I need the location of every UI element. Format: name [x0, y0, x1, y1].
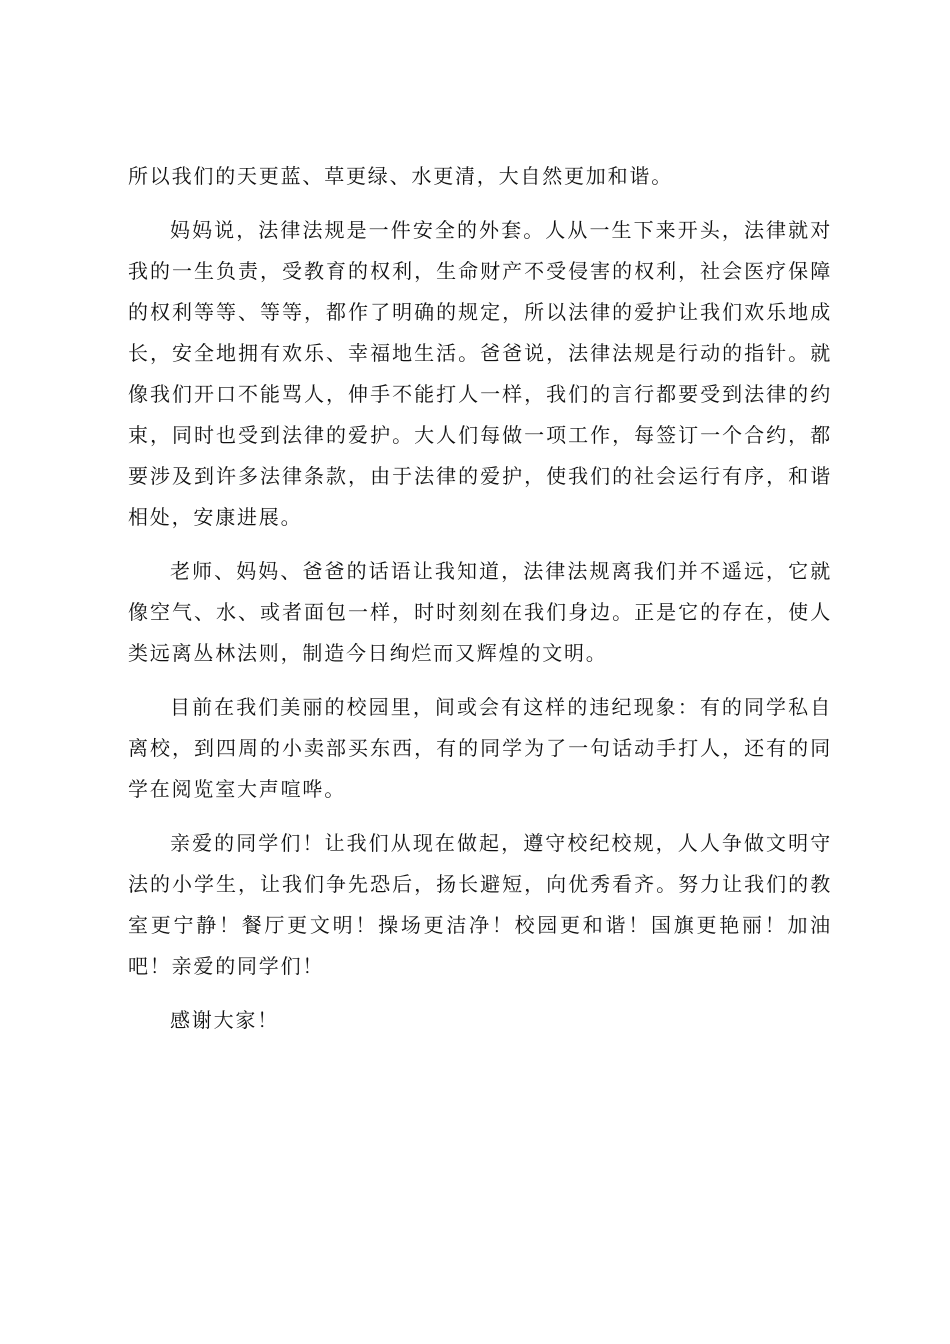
paragraph-campus-violations: 目前在我们美丽的校园里，间或会有这样的违纪现象：有的同学私自离校，到四周的小卖部买东西，有的同学为了一句话动手打人，还有的同学在阅览室大声喧哗。	[128, 695, 832, 801]
paragraph-law-nearby: 老师、妈妈、爸爸的话语让我知道，法律法规离我们并不遥远，它就像空气、水、或者面包一样，时时刻刻在我们身边。正是它的存在，使人类远离丛林法则，制造今日绚烂而又辉煌的文明。	[128, 559, 832, 665]
paragraph-continuation: 所以我们的天更蓝、草更绿、水更清，大自然更加和谐。	[128, 164, 673, 188]
paragraph-thanks: 感谢大家！	[170, 1008, 279, 1032]
document-body	[128, 156, 832, 1054]
paragraph-mother-father: 妈妈说，法律法规是一件安全的外套。人从一生下来开头，法律就对我的一生负责，受教育的权利，生命财产不受侵害的权利，社会医疗保障的权利等等、等等，都作了明确的规定，所以法律的爱护让我们欢乐地成长，安全地拥有欢乐、幸福地生活。爸爸说，法律法规是行动的指针。就像我们开口不能骂人，伸手不能打人一样，我们的言行都要受到法律的约束，同时也受到法律的爱护。大人们每做一项工作，每签订一个合约，都要涉及到许多法律条款，由于法律的爱护，使我们的社会运行有序，和谐相处，安康进展。	[128, 218, 832, 529]
paragraph-call-to-action: 亲爱的同学们！让我们从现在做起，遵守校纪校规，人人争做文明守法的小学生，让我们争先恐后，扬长避短，向优秀看齐。努力让我们的教室更宁静！餐厅更文明！操场更洁净！校园更和谐！国旗更艳丽！加油吧！亲爱的同学们！	[128, 831, 832, 978]
